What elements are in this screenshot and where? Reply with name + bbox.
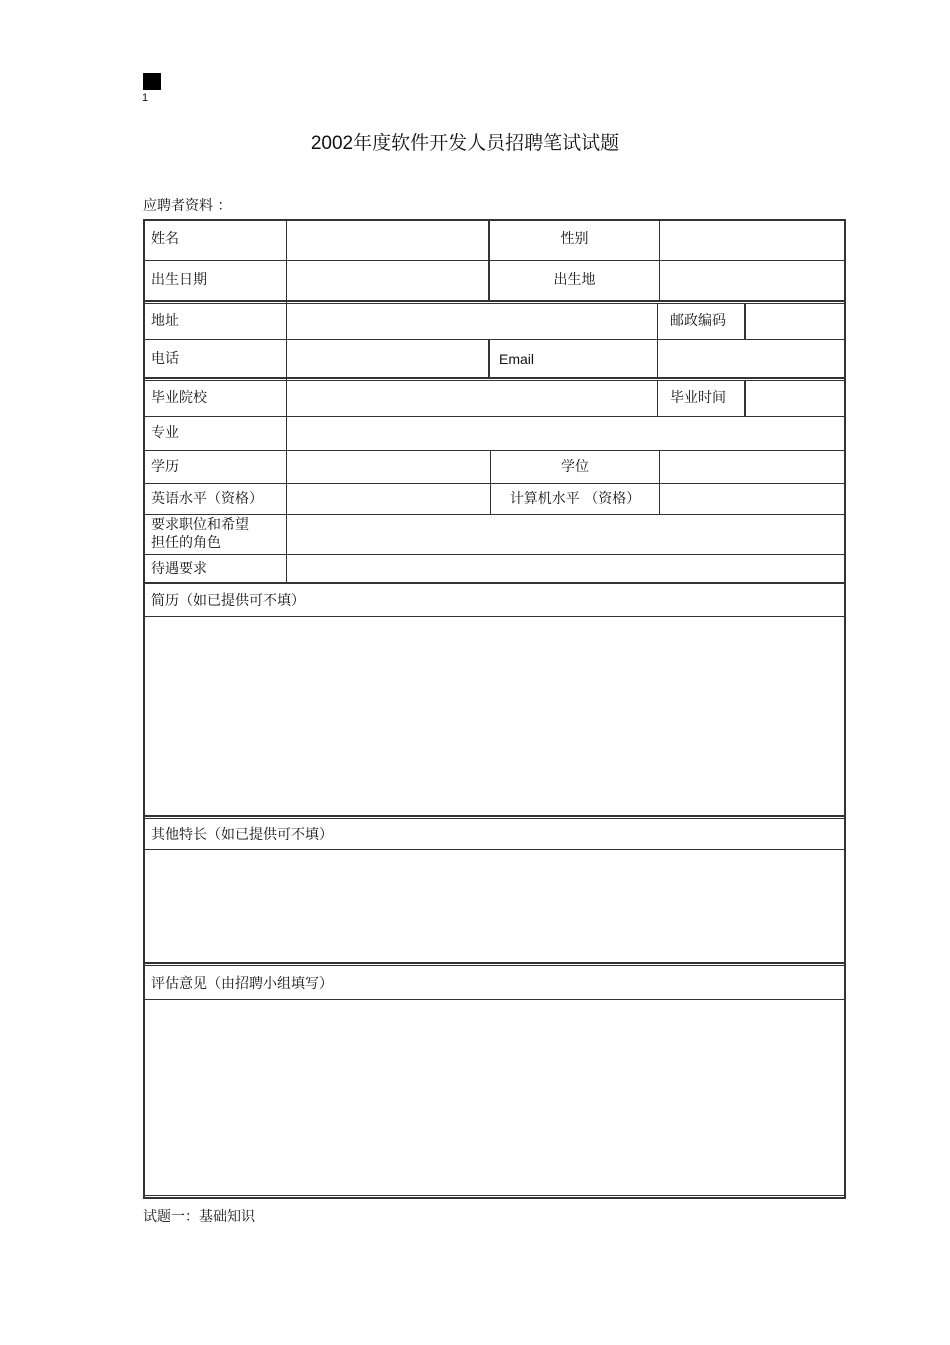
title-year: 2002 [310,133,354,154]
english-level-field[interactable] [288,484,489,514]
degree-label: 学位 [561,459,589,475]
gender-field[interactable] [660,221,844,260]
education-field[interactable] [288,451,489,483]
postal-code-label: 邮政编码 [670,313,726,329]
resume-field[interactable] [145,617,844,815]
row-divider [145,965,844,966]
degree-field[interactable] [660,451,844,483]
name-label: 姓名 [151,231,179,247]
email-field[interactable] [658,340,844,377]
application-form [143,219,846,1199]
computer-level-field[interactable] [660,484,844,514]
row-divider [145,1195,844,1196]
row-divider [145,582,844,584]
phone-field[interactable] [288,340,487,377]
desired-position-label-line1: 要求职位和希望 [151,517,249,533]
birth-date-field[interactable] [288,261,487,300]
address-field[interactable] [288,304,656,339]
salary-field[interactable] [288,555,844,582]
education-label: 学历 [151,459,179,475]
column-divider [488,339,490,377]
birth-place-label: 出生地 [553,272,596,288]
row-divider [145,377,844,379]
graduation-time-field[interactable] [747,381,844,416]
major-label: 专业 [151,425,179,441]
graduation-time-label: 毕业时间 [670,390,726,406]
evaluation-label: 评估意见（由招聘小组填写） [151,976,333,992]
phone-label: 电话 [151,351,179,367]
name-field[interactable] [288,221,487,260]
postal-code-field[interactable] [747,304,844,339]
resume-label: 简历（如已提供可不填） [151,593,305,609]
email-label: Email [499,351,535,367]
desired-position-label-line2: 担任的角色 [151,535,221,551]
gender-label: 性别 [560,231,589,247]
column-divider [657,380,658,416]
school-label: 毕业院校 [151,390,207,406]
skills-label: 其他特长（如已提供可不填） [151,827,333,843]
birth-date-label: 出生日期 [151,272,207,288]
computer-level-label: 计算机水平 （资格） [509,491,641,507]
row-divider [145,818,844,819]
desired-position-field[interactable] [288,515,844,554]
column-divider [744,303,746,339]
salary-label: 待遇要求 [151,561,207,577]
section-heading: 试题一：基础知识 [143,1209,255,1225]
page-marker [143,73,161,90]
column-divider [744,380,746,416]
school-field[interactable] [288,381,656,416]
english-level-label: 英语水平（资格） [151,491,263,507]
birth-place-field[interactable] [660,261,844,300]
page-number: 1 [142,92,149,104]
applicant-info-label: 应聘者资料 ： [143,198,232,214]
row-divider [145,300,844,302]
document-title [0,128,930,155]
row-divider [145,815,844,817]
skills-field[interactable] [145,850,844,962]
column-divider [286,221,287,582]
evaluation-field[interactable] [145,1000,844,1195]
title-text: 年度软件开发人员招聘笔试试题 [353,132,620,154]
major-field[interactable] [288,417,844,450]
row-divider [145,962,844,964]
address-label: 地址 [151,313,179,329]
